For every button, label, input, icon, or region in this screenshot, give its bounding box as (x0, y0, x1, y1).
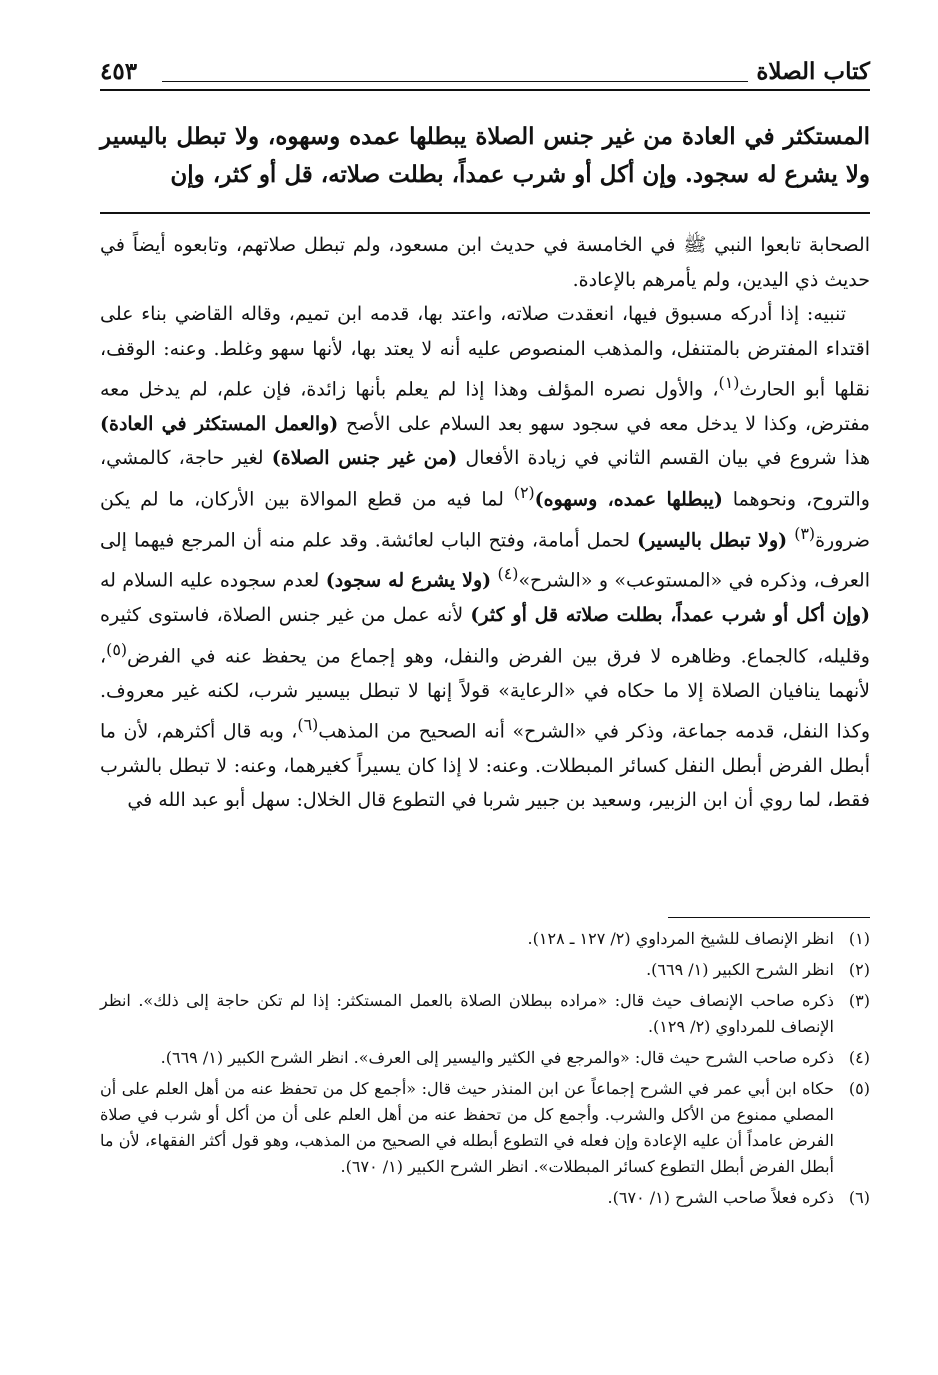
text-run: ، وبه قال أكثرهم، لأن ما أبطل الفرض أبطل النفل كسائر المبطلات. وعنه: لا إذا كان يسيراً كغيرهما، وعنه: لا تبطل بالشرب فقط، لما روي أن ابن الزبير، وسعيد بن جبير شربا في التطوع قال الخلال: سهل أبو عبد الله في (100, 720, 870, 812)
text-run: لحمل أمامة، وفتح الباب لعائشة. وقد علم منه أن المرجع فيهما إلى العرف، وذكره في «المستوعب» و «الشرح» (100, 528, 870, 592)
footnote-number: (٣) (848, 991, 870, 1010)
text-run: لما فيه من قطع الموالاة بين الأركان، ما لم يكن ضرورة (100, 488, 870, 551)
footnote-text: ذكره فعلاً صاحب الشرح (١/ ٦٧٠). (607, 1188, 834, 1207)
footnote (100, 926, 870, 952)
footnote-number: (١) (848, 929, 870, 948)
commentary-paragraph-1: الصحابة تابعوا النبي ﷺ في الخامسة في حديث ابن مسعود، ولم تبطل صلاتهم، وتابعوه أيضاً في حديث ذي اليدين، ولم يأمرهم بالإعادة. (100, 234, 870, 291)
header-rule (162, 81, 748, 82)
quoted-matn: (والعمل المستكثر في العادة) (100, 412, 339, 435)
footnote-ref-5[interactable]: (٥) (106, 639, 128, 659)
footnote-number: (٢) (848, 960, 870, 979)
footnote-ref-2[interactable]: (٢) (513, 482, 535, 502)
footnote-number: (٦) (848, 1188, 870, 1207)
footnote-text: انظر الإنصاف للشيخ المرداوي (٢/ ١٢٧ ـ ١٢٨). (527, 929, 834, 948)
page-number: ٤٥٣ (100, 58, 138, 85)
footnote (100, 1185, 870, 1211)
text-run: ، لأنهما ينافيان الصلاة إلا ما حكاه في «الرعاية» قولاً إنها لا تبطل بيسير شرب، لكنه غير معروف. وكذا النفل، قدمه جماعة، وذكر في «الشرح» أنه الصحيح من المذهب (100, 645, 870, 743)
quoted-matn: (ولا تبطل باليسير) (637, 528, 788, 551)
commentary (100, 228, 870, 818)
quoted-matn: (ولا يشرع له سجود) (325, 569, 492, 592)
text-run: لأنه عمل من غير جنس الصلاة، فاستوى كثيره وقليله، كالجماع. وظاهره لا فرق بين الفرض والنفل، وهو إجماع من يحفظ عنه في الفرض (100, 604, 870, 668)
footnote (100, 988, 870, 1040)
text-run: ، والأول نصره المؤلف وهذا إذا لم يعلم بأنها زائدة، فإن علم، لم يدخل معه مفترض، وكذا لا يدخل معه في سجود سهو بعد السلام على الأصح (100, 378, 870, 435)
footnote-number: (٤) (848, 1048, 870, 1067)
quoted-matn: (من غير جنس الصلاة) (271, 447, 458, 470)
footnote (100, 957, 870, 983)
footnote-text: ذكره صاحب الشرح حيث قال: «والمرجع في الكثير واليسير إلى العرف». انظر الشرح الكبير (١/ ٦٦٩). (160, 1048, 834, 1067)
chapter-title: كتاب الصلاة (756, 58, 870, 85)
quoted-matn: (وإن أكل أو شرب عمداً، بطلت صلاته قل أو كثر) (470, 604, 870, 627)
matn-separator (100, 212, 870, 214)
text-run: هذا شروع في بيان القسم الثاني في زيادة الأفعال (457, 447, 871, 470)
footnote (100, 1076, 870, 1180)
footnotes (100, 926, 870, 1216)
quoted-matn: (يبطلها عمده، وسهوه) (534, 488, 723, 511)
footnote-ref-3[interactable]: (٣) (794, 523, 816, 543)
footnote-number: (٥) (848, 1079, 870, 1098)
footnote-ref-4[interactable]: (٤) (497, 564, 519, 584)
text-run: تنبيه: إذا أدركه مسبوق فيها، انعقدت صلاته، واعتد بها، قدمه ابن تميم، وقاله القاضي بناء على اقتداء المفترض بالمتنفل، والمذهب المنصوص عليه أنه لا يعتد بها، لأنها سهو وغلط. وعنه: الوقف، نقلها أبو الحارث (100, 303, 870, 401)
footnote-ref-6[interactable]: (٦) (297, 715, 319, 735)
commentary-paragraph-2 (100, 297, 870, 818)
footnote-separator (668, 917, 870, 918)
footnote-ref-1[interactable]: (١) (718, 373, 740, 392)
running-header (100, 55, 870, 91)
footnote-text: ذكره صاحب الإنصاف حيث قال: «مراده ببطلان الصلاة بالعمل المستكثر: إذا لم تكن حاجة إلى ذلك». انظر الإنصاف للمرداوي (٢/ ١٢٩). (100, 991, 834, 1036)
matn-text: المستكثر في العادة من غير جنس الصلاة يبطلها عمده وسهوه، ولا تبطل باليسير ولا يشرع له سجود. وإن أكل أو شرب عمداً، بطلت صلاته، قل أو كثر، وإن (100, 123, 870, 188)
footnote-text: حكاه ابن أبي عمر في الشرح إجماعاً عن ابن المنذر حيث قال: «أجمع كل من تحفظ عنه من أهل العلم على أن المصلي ممنوع من الأكل والشرب. وأجمع كل من تحفظ عنه من أهل العلم على أن من أكل أو شرب في صلاة الفرض عامداً أن عليه الإعادة وإن فعله في التطوع أبطله في الصحيح من المذهب، وهو قول أكثر الفقهاء، لأن ما أبطل الفرض أبطل التطوع كسائر المبطلات». انظر الشرح الكبير (١/ ٦٧٠). (100, 1079, 834, 1176)
footnote-text: انظر الشرح الكبير (١/ ٦٦٩). (646, 960, 834, 979)
footnote (100, 1045, 870, 1071)
text-run: لغير حاجة، كالمشي، والتروح، ونحوهما (100, 447, 870, 511)
text-run: لعدم سجوده عليه السلام له (100, 569, 326, 592)
